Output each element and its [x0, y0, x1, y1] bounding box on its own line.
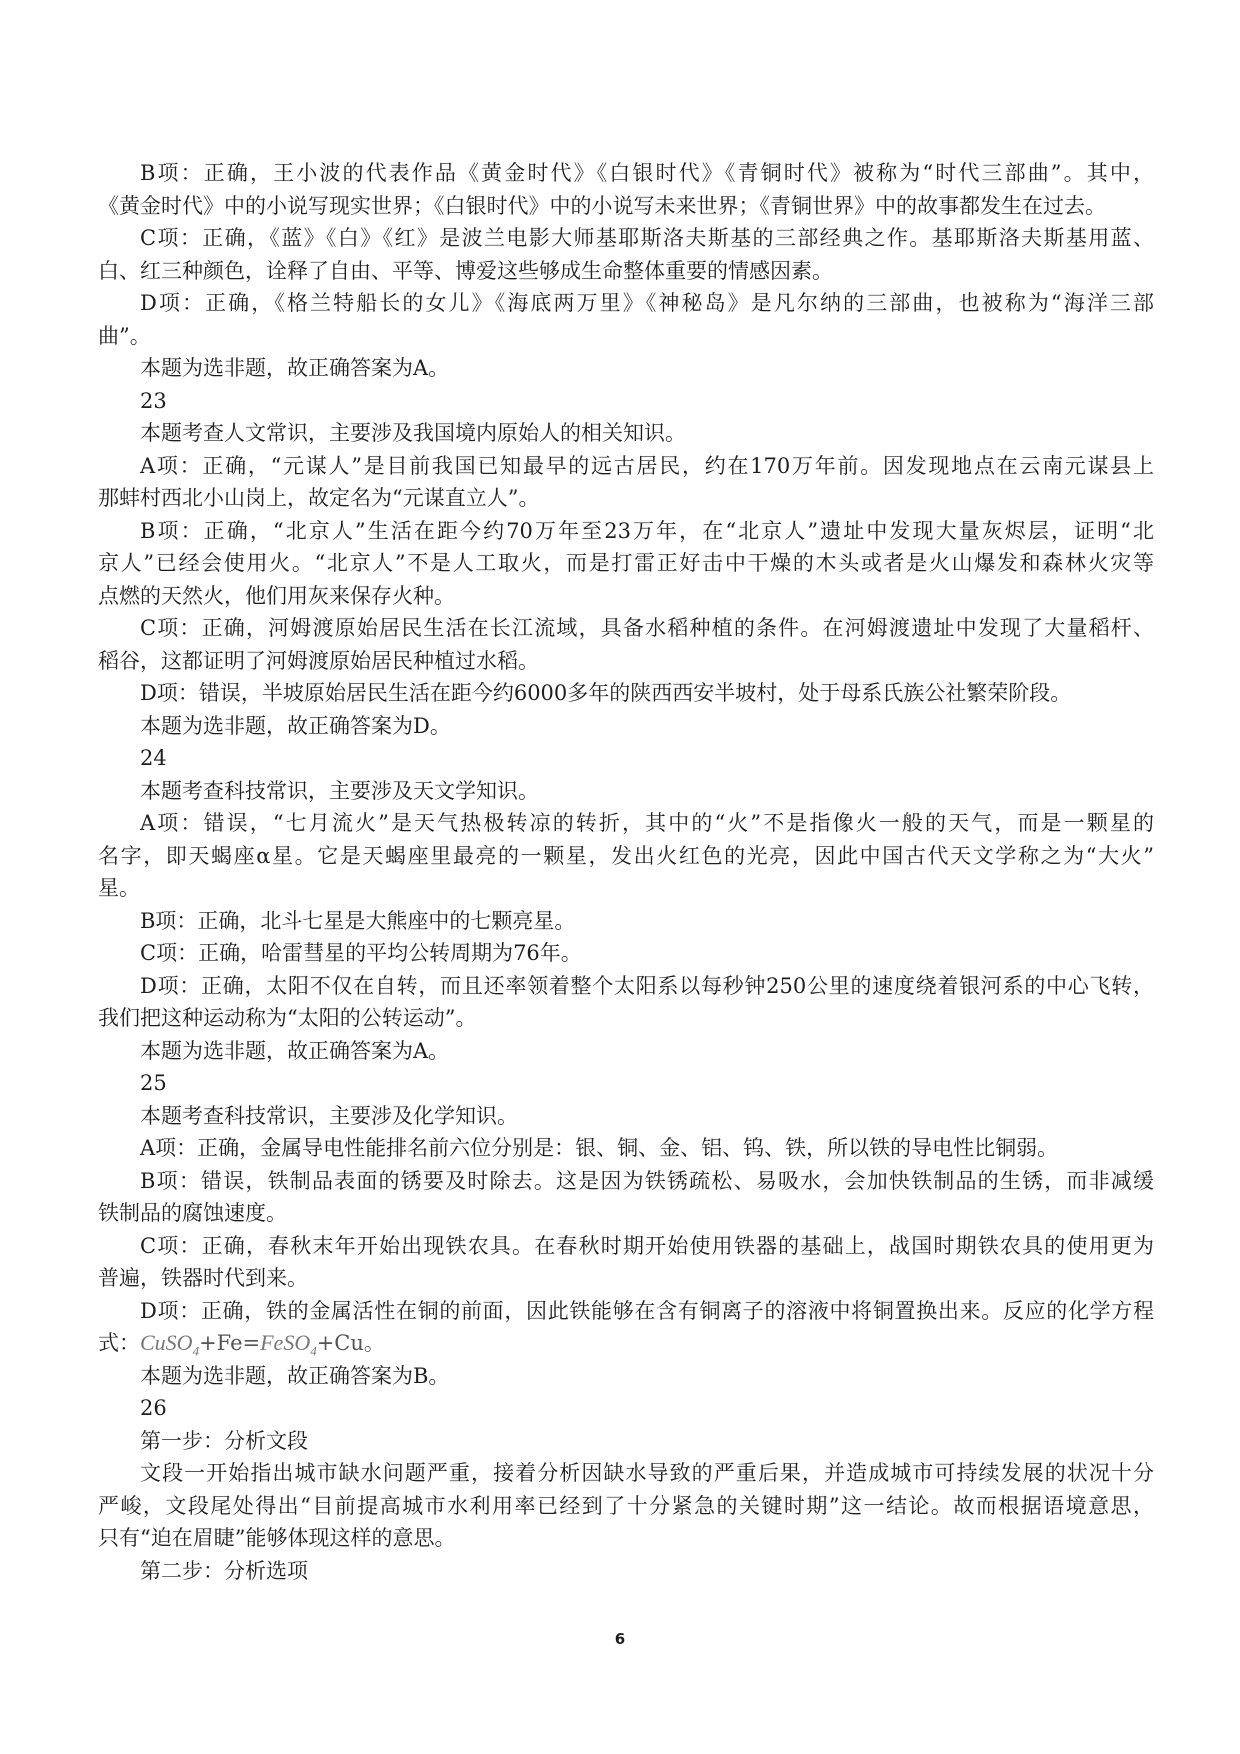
formula-subscript: 4	[192, 1343, 200, 1359]
text-line: D项：正确，铁的金属活性在铜的前面，因此铁能够在含有铜离子的溶液中将铜置换出来。反应的化学方程	[140, 1298, 1154, 1323]
page-number: 6	[614, 1630, 626, 1648]
text-line: A项：错误，“七月流火”是天气热极转凉的转折，其中的“火”不是指像火一般的天气，而是一颗星的	[140, 811, 1154, 835]
text-line: C项：正确，《蓝》《白》《红》是波兰电影大师基耶斯洛夫斯基的三部经典之作。基耶斯洛夫斯基用蓝、	[140, 226, 1154, 250]
text-line: 《黄金时代》中的小说写现实世界；《白银时代》中的小说写未来世界；《青铜世界》中的故事都发生在过去。	[98, 193, 1106, 218]
text-line: 稻谷，这都证明了河姆渡原始居民种植过水稻。	[98, 648, 539, 673]
text-line: A项：正确，金属导电性能排名前六位分别是：银、铜、金、铝、钨、铁，所以铁的导电性比铜弱。	[140, 1136, 1059, 1160]
text-line: B项：正确，北斗七星是大熊座中的七颗亮星。	[140, 908, 576, 933]
text-line: 24	[140, 746, 167, 770]
text-line: 23	[140, 388, 167, 413]
text-line: 26	[140, 1396, 167, 1420]
formula-feso4	[260, 1330, 317, 1359]
text-line: 点燃的天然火，他们用灰来保存火种。	[98, 583, 455, 608]
text-line: C项：正确，哈雷彗星的平均公转周期为76年。	[140, 941, 582, 965]
text-line: 我们把这种运动称为“太阳的公转运动”。	[98, 1006, 477, 1030]
text-line: D项：正确，太阳不仅在自转，而且还率领着整个太阳系以每秒钟250公里的速度绕着银河系的中心飞转，	[140, 973, 1154, 998]
text-line: 本题考查科技常识，主要涉及化学知识。	[140, 1103, 518, 1128]
formula-subscript: 4	[310, 1343, 317, 1359]
text-line: 本题考查科技常识，主要涉及天文学知识。	[140, 778, 539, 803]
formula-text: CuSO	[140, 1330, 193, 1355]
formula-end: +Cu。	[316, 1331, 385, 1355]
text-line: 第一步：分析文段	[140, 1428, 308, 1453]
text-line: 本题为选非题，故正确答案为A。	[140, 356, 450, 380]
formula-line	[98, 1327, 1154, 1360]
text-line: 白、红三种颜色，诠释了自由、平等、博爱这些够成生命整体重要的情感因素。	[98, 258, 833, 283]
text-line: 本题考查人文常识，主要涉及我国境内原始人的相关知识。	[140, 421, 686, 445]
formula-mid: +Fe=	[199, 1331, 261, 1355]
text-line: 曲”。	[98, 323, 151, 348]
text-line: C项：正确，春秋末年开始出现铁农具。在春秋时期开始使用铁器的基础上，战国时期铁农具的使用更为	[140, 1233, 1154, 1258]
text-line: 25	[140, 1071, 167, 1095]
text-line: A项：正确，“元谋人”是目前我国已知最早的远古居民，约在170万年前。因发现地点在云南元谋县上	[140, 453, 1154, 478]
text-line: 文段一开始指出城市缺水问题严重，接着分析因缺水导致的严重后果，并造成城市可持续发展的状况十分	[140, 1461, 1154, 1485]
document-body	[98, 157, 1154, 1587]
text-line: 第二步：分析选项	[140, 1558, 308, 1583]
formula-cuso4	[140, 1330, 200, 1359]
text-line: 京人”已经会使用火。“北京人”不是人工取火，而是打雷正好击中干燥的木头或者是火山爆发和森林火灾等	[98, 551, 1154, 575]
text-line: 名字，即天蝎座α星。它是天蝎座里最亮的一颗星，发出火红色的光亮，因此中国古代天文学称之为“大火”	[98, 843, 1154, 868]
text-line: 铁制品的腐蚀速度。	[98, 1201, 287, 1225]
text-line: 那蚌村西北小山岗上，故定名为“元谋直立人”。	[98, 486, 540, 510]
text-line: B项：正确，“北京人”生活在距今约70万年至23万年，在“北京人”遗址中发现大量灰烬层，证明“北	[140, 518, 1154, 543]
formula-text: FeSO	[260, 1330, 311, 1355]
text-line: 普遍，铁器时代到来。	[98, 1266, 308, 1290]
text-line: 本题为选非题，故正确答案为B。	[140, 1363, 450, 1388]
text-line: C项：正确，河姆渡原始居民生活在长江流域，具备水稻种植的条件。在河姆渡遗址中发现了大量稻杆、	[140, 616, 1154, 640]
text-line: 星。	[98, 876, 140, 900]
text-block	[98, 1360, 1154, 1588]
text-line: B项：正确，王小波的代表作品《黄金时代》《白银时代》《青铜时代》被称为“时代三部曲”。其中，	[140, 161, 1154, 185]
formula-prefix: 式：	[98, 1331, 140, 1355]
text-line: D项：正确，《格兰特船长的女儿》《海底两万里》《神秘岛》是凡尔纳的三部曲，也被称为“海洋三部	[140, 291, 1154, 315]
text-line: B项：错误，铁制品表面的锈要及时除去。这是因为铁锈疏松、易吸水，会加快铁制品的生锈，而非减缓	[140, 1168, 1154, 1193]
text-line: 本题为选非题，故正确答案为A。	[140, 1038, 450, 1063]
text-block	[98, 157, 1154, 1327]
text-line: 严峻，文段尾处得出“目前提高城市水利用率已经到了十分紧急的关键时期”这一结论。故而根据语境意思，	[98, 1493, 1154, 1518]
text-line: 只有“迫在眉睫”能够体现这样的意思。	[98, 1526, 456, 1550]
text-line: D项：错误，半坡原始居民生活在距今约6000多年的陕西西安半坡村，处于母系氏族公社繁荣阶段。	[140, 681, 1072, 705]
text-line: 本题为选非题，故正确答案为D。	[140, 713, 451, 738]
